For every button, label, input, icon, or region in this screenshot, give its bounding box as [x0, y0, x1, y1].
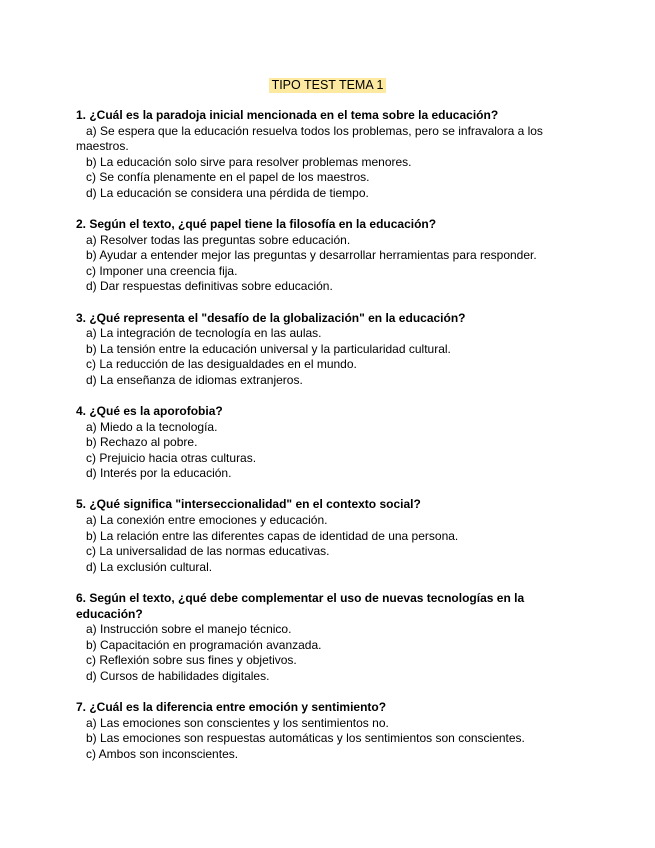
- answer-option: c) Se confía plenamente en el papel de los maestros.: [86, 170, 370, 185]
- answer-option: c) Reflexión sobre sus fines y objetivos.: [86, 653, 297, 668]
- question-block: [76, 591, 546, 685]
- question-block: [76, 497, 546, 575]
- question-block: [76, 217, 546, 295]
- questions-list: [76, 108, 546, 778]
- question-block: [76, 311, 546, 389]
- options-list: [76, 513, 546, 575]
- answer-option: c) Ambos son inconscientes.: [86, 746, 239, 761]
- answer-option: a) Se espera que la educación resuelva todos los problemas, pero se infravalora a los maestros.: [76, 123, 543, 154]
- answer-option: c) La reducción de las desigualdades en el mundo.: [86, 357, 357, 372]
- answer-option: a) La integración de tecnología en las aulas.: [86, 326, 322, 341]
- answer-option: b) La relación entre las diferentes capas de identidad de una persona.: [86, 528, 459, 543]
- answer-option: c) Prejuicio hacia otras culturas.: [86, 450, 257, 465]
- answer-option: c) Imponer una creencia fija.: [86, 263, 238, 278]
- answer-option: b) La tensión entre la educación universal y la particularidad cultural.: [86, 341, 451, 356]
- question-block: [76, 108, 546, 202]
- options-list: [76, 716, 546, 763]
- answer-option: a) La conexión entre emociones y educación.: [86, 513, 328, 528]
- question-text: 1. ¿Cuál es la paradoja inicial mencionada en el tema sobre la educación?: [76, 108, 499, 122]
- answer-option: d) Interés por la educación.: [86, 466, 232, 481]
- answer-option: d) La enseñanza de idiomas extranjeros.: [86, 372, 303, 387]
- question-text: 6. Según el texto, ¿qué debe complementar el uso de nuevas tecnologías en la educación?: [76, 590, 525, 621]
- options-list: [76, 622, 546, 684]
- answer-option: a) Miedo a la tecnología.: [86, 419, 218, 434]
- question-block: [76, 700, 546, 762]
- answer-option: b) Capacitación en programación avanzada.: [86, 637, 322, 652]
- question-text: 7. ¿Cuál es la diferencia entre emoción y sentimiento?: [76, 700, 387, 714]
- question-block: [76, 404, 546, 482]
- answer-option: c) La universalidad de las normas educativas.: [86, 544, 330, 559]
- options-list: [76, 233, 546, 295]
- options-list: [76, 326, 546, 388]
- question-text: 2. Según el texto, ¿qué papel tiene la filosofía en la educación?: [76, 217, 437, 232]
- options-list: [76, 420, 546, 482]
- question-text: 5. ¿Qué significa "interseccionalidad" en el contexto social?: [76, 497, 421, 512]
- question-text: 4. ¿Qué es la aporofobia?: [76, 404, 223, 418]
- answer-option: a) Resolver todas las preguntas sobre educación.: [86, 232, 351, 247]
- answer-option: b) La educación solo sirve para resolver problemas menores.: [86, 154, 412, 169]
- answer-option: d) Cursos de habilidades digitales.: [86, 668, 270, 683]
- answer-option: d) La exclusión cultural.: [86, 559, 213, 574]
- answer-option: b) Rechazo al pobre.: [86, 435, 198, 450]
- options-list: [76, 124, 546, 202]
- answer-option: d) Dar respuestas definitivas sobre educación.: [86, 279, 333, 294]
- document-title: TIPO TEST TEMA 1: [269, 78, 387, 93]
- answer-option: b) Ayudar a entender mejor las preguntas y desarrollar herramientas para responder.: [86, 248, 537, 263]
- answer-option: b) Las emociones son respuestas automáticas y los sentimientos son conscientes.: [86, 731, 525, 746]
- question-text: 3. ¿Qué representa el "desafío de la globalización" en la educación?: [76, 310, 466, 325]
- answer-option: a) Instrucción sobre el manejo técnico.: [86, 622, 292, 637]
- answer-option: d) La educación se considera una pérdida de tiempo.: [86, 185, 369, 200]
- title-container: [0, 76, 655, 94]
- answer-option: a) Las emociones son conscientes y los sentimientos no.: [86, 715, 389, 730]
